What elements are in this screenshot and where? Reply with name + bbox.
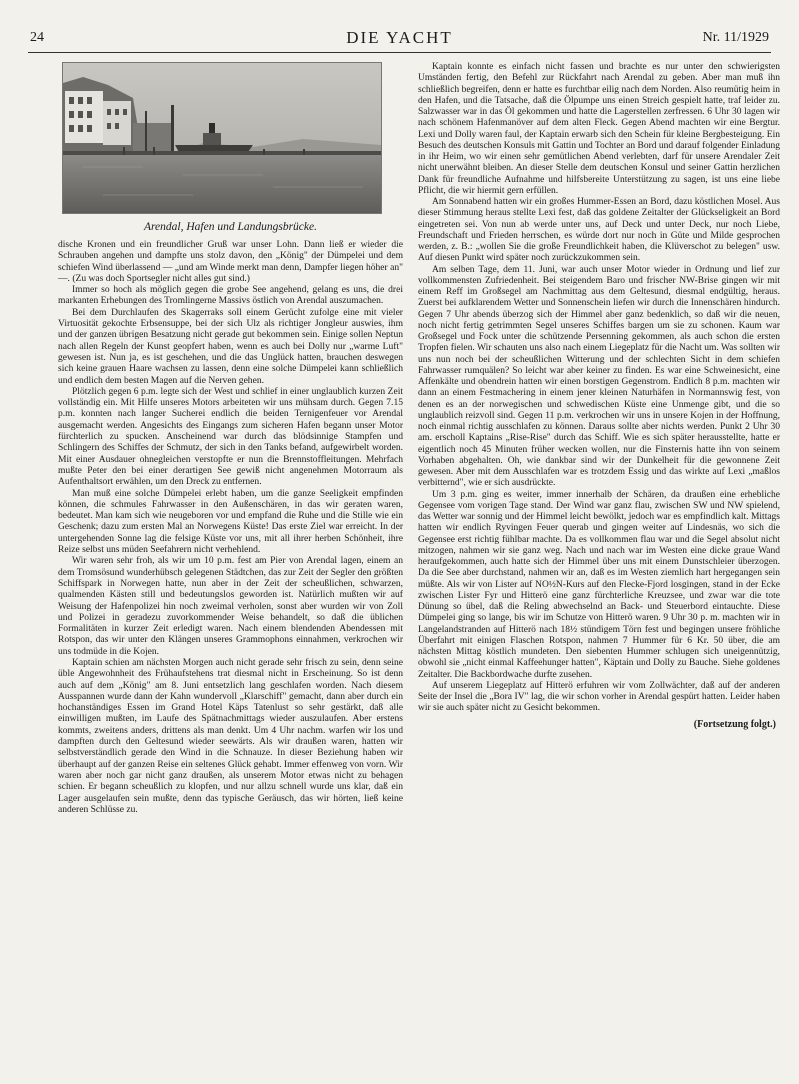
page-number: 24 (30, 30, 44, 45)
paragraph: dische Kronen und ein freundlicher Gruß war unser Lohn. Dann ließ er wieder die Schrauben angehen und dampfte uns stolz davon, den „König" der Dümpelei und dem schiefen Wind überlassend — „und am Winde merkt man denn, Dampfer liegen höher an" —. (Zu was doch Sportsegler nicht alles gut sind.) (58, 239, 403, 284)
paragraph: Man muß eine solche Dümpelei erlebt haben, um die ganze Seeligkeit empfinden können, die schmules Fahrwasser in den Außenschären, in das wir geraten waren, bedeutet. Man kam sich wie neugeboren vor und empfand die Ruhe und die Stille wie ein Geschenk; dazu zum ersten Mal an Norwegens Küste! Das erste Ziel war erreicht. In der untergehenden Sonne lag die felsige Küste vor uns, mit all ihrer herben Schönheit, ihre Reize selbst uns müden Seefahrern nicht verhehlend. (58, 487, 403, 556)
paragraph: Am selben Tage, dem 11. Juni, war auch unser Motor wieder in Ordnung und lief zur vollkommensten Zufriedenheit. Bei steigendem Baro und frischer NW-Brise gingen wir mit einem Reff im Großsegel am Nachmittag aus dem Geltesund, diesmal endgültig, heraus. Zuerst bei aufklarendem Wetter und Sonnenschein liefen wir durch die Innenschären hindurch. Gegen 7 Uhr abends überzog sich der Himmel aber ganz bedenklich, so daß wir die neuen, noch nicht fertig getrimmten Segel unseres Schiffes bargen um sie zu schonen. Kaum war Großsegel und Fock unter die schützende Persenning gekommen, als auch schon die ersten Tropfen fielen. Wir schauten uns also nach einem Liegeplatz für die Nacht um. Was sollten wir uns nun noch bei der scheußlichen Witterung und der schlechten Sicht in dem schiefen Fahrwasser rumquälen? So leicht war aber keiner zu finden. Es war eine Schweinesicht, eine Affenkälte und obendrein hatten wir einen borstigen Gegenstrom. Endlich 8 p.m. machten wir dann an einem Festmachering in einem jener kleinen Naturhäfen in Normannswig fest, von denen es an der norwegischen und schwedischen Küste eine Unmenge gibt, und die so unglaublich reizvoll sind. Gegen 11 p.m. verkrochen wir uns in unsere Kojen in der Hoffnung, noch einmal richtig ausschlafen zu können. Daraus sollte aber nichts werden. Punkt 2 Uhr 30 am. erscholl Kaptains „Rise-Rise" durch das Schiff. Wie es sich später herausstellte, hatte er eigentlich noch 45 Minuten früher wecken wollen, nur die Finsternis hatte ihn von seinem Vorhaben abgehalten. Oh, wie dankbar sind wir der Dunkelheit für die gewonnene Zeit gewesen. Aber mit dem Ausschlafen war es trotzdem Essig und das wirkte auf Lexi „maßlos verbitternd", wie er sich ausdrückte. (418, 264, 780, 489)
left-column-text (58, 239, 403, 815)
paragraph: Auf unserem Liegeplatz auf Hitterö erfuhren wir vom Zollwächter, daß auf der anderen Seite der Insel die „Bora IV" lag, die wir schon vorher in Arendal gespürt hatten. Leider haben wir sie auch später nicht zu Gesicht bekommen. (418, 680, 780, 714)
paragraph: Kaptain schien am nächsten Morgen auch nicht gerade sehr frisch zu sein, denn seine üble Angewohnheit des Frühaufstehens trat diesmal nicht in Erscheinung. So ist denn auch auf dem „König" am 8. Juni entsetzlich lang geschlafen worden. Nach diesem Ausspannen wurde dann der Kahn wundervoll „Klarschiff" gemacht, dann aber durch ein hochanständiges Essen im Grand Hotel Käps Tatenlust so sehr gestärkt, daß alle einwilligen mußten, im Laufe des Spätnachmittags wieder auszulaufen. Aber erstens kommts, zweitens anders, drittens als man denkt. Um 4 Uhr nachm. warfen wir los und dampften durch den Geltesund wieder seewärts. Als wir draußen waren, hatten wir selbstverständlich gerade den Wind in die Schnauze. In dieser Beziehung haben wir überhaupt auf der ganzen Reise ein seltenes Glück gehabt. Immer effenweg von vorn. Wir waren aber noch gar nicht ganz draußen, als unserem Motor etwas nicht zu behagen schien. Er begann scheußlich zu klopfen, und nur allzu schnell wurde uns klar, daß ein Lager ausgelaufen sein mußte, denn das typische Geräusch, das wir hörten, ließ keine anderen Schlüsse zu. (58, 656, 403, 815)
harbor-photo (62, 62, 382, 214)
paragraph: Um 3 p.m. ging es weiter, immer innerhalb der Schären, da draußen eine erhebliche Gegensee vom vorigen Tage stand. Der Wind war ganz flau, zwischen SW und NW spielend, das Wetter war sonnig und der Himmel leicht bewölkt, jedoch war es empfindlich kalt. Mittags hatten wir endlich Ryvingen Feuer querab und gingen weiter auf Lindesnäs, wo sich die Gegensee erst richtig fühlbar machte. Da es vollkommen flau war und die Segel absolut nicht mitzogen, nahmen wir sie ganz weg. Nach und nach war im Westen eine dicke graue Wand heraufgekommen, auch hatte sich der Himmel über uns mit einem Dunstschleier überzogen. Da die See aber durchstand, nahmen wir an, daß es im Westen ziemlich hart hergegangen sein müßte. Als wir von Lister auf NO½N-Kurs auf den Flecke-Fjord losgingen, stand in der Ecke zwischen Lister Fyr und Hitterö eine ganz fürchterliche Kreuzsee, und zwar war die tote Dünung so übel, daß die Reling abwechselnd an Back- und Steuerbord eintauchte. Diese Dümpelei ging so lange, bis wir im Schutze von Hitterö waren. 9 Uhr 30 p. m. machten wir in Langelandstranden auf Hitterö nach 18½ stündigem Törn fest und begingen unsere fröhliche Überfahrt mit einigen Flaschen Rotspon, nahmen 7 Hummer für 6 Kr. 50 über, die am nächsten Mittag köstlich mundeten. Den siebenten Hummer schlugen sich uneigennützig, obwohl sie „nicht einmal Kaffeehunger hatten", Käptain und Dolly zu Bauche. Siehe goldenes Zeitalter. Die Backbordwache durfte zusehen. (418, 489, 780, 680)
paragraph: Bei dem Durchlaufen des Skagerraks soll einem Gerücht zufolge eine mit vieler Virtuosität gekochte Erbsensuppe, bei der sich Ulz als richtiger Jongleur auswies, ihm und der ganzen übrigen Besatzung nicht gerade gut bekommen sein. Einige sollen Neptun nach allen Regeln der Kunst geopfert haben, wenn es auch bei Dolly nur „warme Luft" gewesen ist. Nun ja, es ist geschehen, und die das Unglück hatten, brauchen deswegen sich keine grauen Haare wachsen zu lassen, denn eine solche Dümpelei kann schließlich und endlich dem besten Magen auf die Nerven gehen. (58, 306, 403, 386)
page-header (28, 30, 771, 53)
paragraph: Immer so hoch als möglich gegen die grobe See angehend, gelang es uns, die drei markanten Erhebungen des Tromlingerne Massivs östlich von Arendal auszumachen. (58, 284, 403, 307)
issue-number: Nr. 11/1929 (702, 30, 769, 45)
left-column (58, 62, 403, 815)
paragraph: Wir waren sehr froh, als wir um 10 p.m. fest am Pier von Arendal lagen, einem an dem Tromsösund wunderhübsch gelegenen Städtchen, das zur Zeit der Segler den größten Schiffspark in Norwegen hatte, nun aber in der Zeit der scheußlichen, schwarzen, qualmenden Kästen still und bedeutungslos geworden ist. Natürlich mußten wir auf Weisung der Hafenpolizei hin noch zweimal verholen, sonst aber wurden wir von Zoll und Polizei in geradezu zuvorkommender Weise behandelt, so daß die üblichen Formalitäten in kurzer Zeit erledigt waren. Nach einem blendenden Abendessen mit Rotspon, das wir unter den Klängen unseres Grammophons einnahmen, verkrochen wir uns todmüde in die Kojen. (58, 555, 403, 657)
continuation-note: (Fortsetzung folgt.) (693, 718, 776, 730)
photo-caption: Arendal, Hafen und Landungsbrücke. (143, 221, 317, 233)
paragraph: Am Sonnabend hatten wir ein großes Hummer-Essen an Bord, dazu köstlichen Mosel. Aus dieser Stimmung heraus stellte Lexi fest, daß das goldene Zeitalter der Glückseligkeit an Bord eingetreten sei. Von nun ab werde unter uns, auf Deck und unter Deck, nur noch Liebe, Freundschaft und Frieden herrschen, es würde dort nur noch in Güte und Milde gesprochen werden, z. B.: „wollen Sie die große Freundlichkeit haben, die Klüverschot zu belegen" usw. Auf diesen Punkt wird später noch zurückzukommen sein. (418, 197, 780, 264)
magazine-title: DIE YACHT (346, 28, 453, 47)
harbor-photo-drawing (63, 63, 381, 213)
right-column-text (418, 62, 780, 715)
paragraph: Kaptain konnte es einfach nicht fassen und brachte es nur unter den schwierigsten Umständen fertig, den Befehl zur Rückfahrt nach Arendal zu geben. Aber man muß ihn schließlich begreifen, denn er hatte es furchtbar eilig nach dem Norden. Also reumütig heim in den Hafen, und die Tatsache, daß die Ölpumpe uns einen Streich gespielt hatte, traf leider zu. Salzwasser war in das Öl gekommen und hatte die Lagerstellen zerfressen. 6 Uhr 30 lagen wir nach schönem Hafenmanöver auf dem alten Fleck. Gegen Abend machten wir eine Bergtur. Lexi und Dolly waren faul, der Kaptain erwarb sich den Schein für kleine Bergbesteigung. Ein Besuch des deutschen Konsuls mit Gattin und Tochter an Bord und darauf folgender Einladung in ihr Heim, wo wir einen sehr gemütlichen Abend verlebten, darf für unsere Arendaler Zeit nicht unerwähnt bleiben. An dieser Stelle dem deutschen Konsul und seiner Gattin herzlichen Dank für freundliche Aufnahme und hilfsbereite Unterstützung zu sagen, ist uns eine liebe Pflicht, die wir hiermit gern erfüllen. (418, 62, 780, 196)
paragraph: Plötzlich gegen 6 p.m. legte sich der West und schlief in einer unglaublich kurzen Zeit vollständig ein. Mit Hilfe unseres Motors arbeiteten wir uns mühsam durch. Gegen 7.15 p.m. konnten nach langer Sucherei endlich die beiden Ternigenfeuer vor Arendal ausgemacht werden. Angesichts des Eingangs zum sicheren Hafen begann unser Motor fürchterlich zu spucken. Anscheinend war durch das blödsinnige Stampfen und Schlingern des Schiffes der Schmutz, der sich in den Tanks befand, aufgewirbelt worden. Mit einer Ausdauer ohnegleichen verstopfte er nun die Brennstoffleitungen. Mehrfach mußte Peter den bei einer derartigen See gewiß nicht angenehmen Motorraum als Aufenthaltsort erwählen, um den Dreck zu entfernen. (58, 385, 403, 488)
right-column (418, 62, 780, 730)
